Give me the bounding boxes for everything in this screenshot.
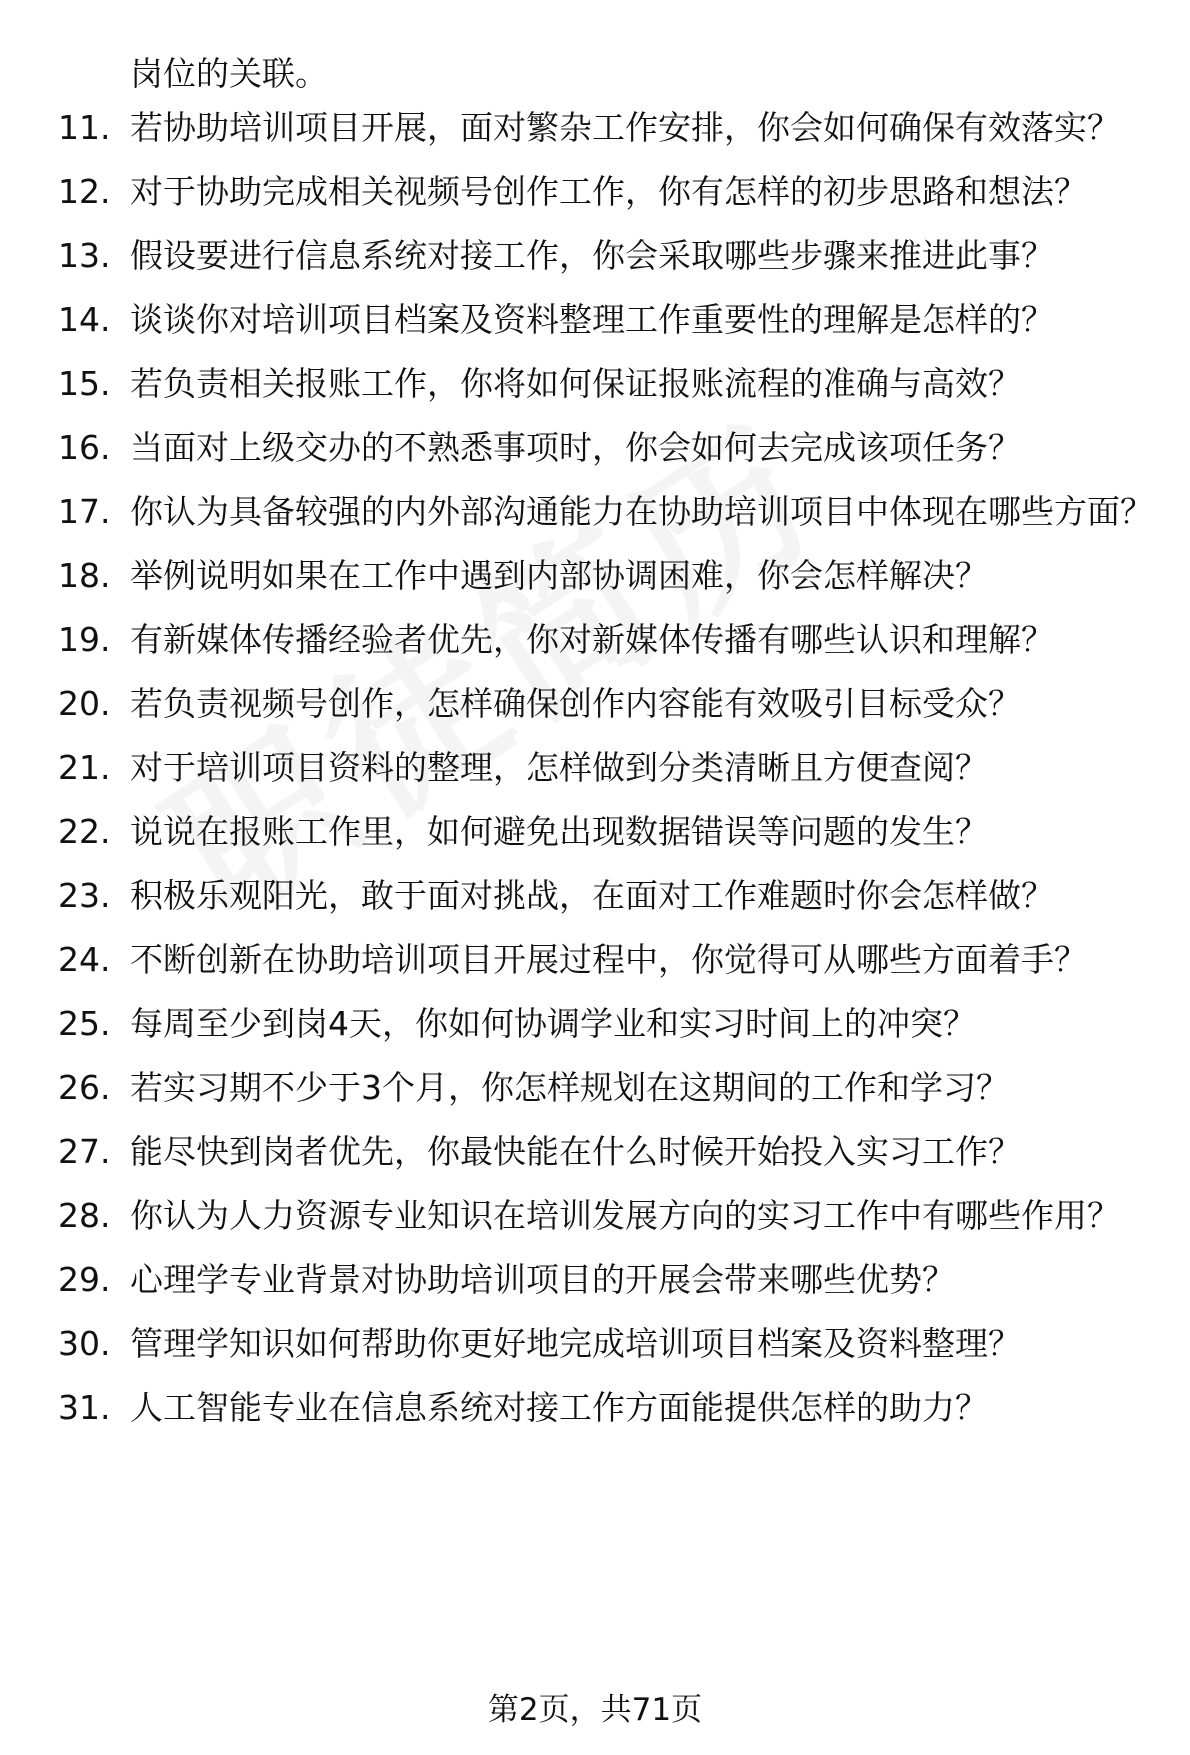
question-text: 积极乐观阳光，敢于面对挑战，在面对工作难题时你会怎样做？ xyxy=(130,876,1054,915)
question-item xyxy=(0,488,1190,536)
question-text: 若实习期不少于3个月，你怎样规划在这期间的工作和学习？ xyxy=(130,1068,1009,1107)
question-number: 12. xyxy=(58,172,111,211)
question-text: 不断创新在协助培训项目开展过程中，你觉得可从哪些方面着手？ xyxy=(130,940,1087,979)
question-item xyxy=(0,1192,1190,1240)
question-number: 11. xyxy=(58,108,111,147)
question-item xyxy=(0,808,1190,856)
question-number: 27. xyxy=(58,1132,111,1171)
question-text: 若负责视频号创作，怎样确保创作内容能有效吸引目标受众？ xyxy=(130,684,1021,723)
question-number: 30. xyxy=(58,1324,111,1363)
question-number: 23. xyxy=(58,876,111,915)
question-number: 22. xyxy=(58,812,111,851)
question-number: 13. xyxy=(58,236,111,275)
question-text: 有新媒体传播经验者优先，你对新媒体传播有哪些认识和理解？ xyxy=(130,620,1054,659)
question-item xyxy=(0,1064,1190,1112)
question-item xyxy=(0,936,1190,984)
question-number: 31. xyxy=(58,1388,111,1427)
question-number: 24. xyxy=(58,940,111,979)
question-text: 谈谈你对培训项目档案及资料整理工作重要性的理解是怎样的？ xyxy=(130,300,1054,339)
question-number: 19. xyxy=(58,620,111,659)
question-text: 假设要进行信息系统对接工作，你会采取哪些步骤来推进此事？ xyxy=(130,236,1054,275)
question-text: 心理学专业背景对协助培训项目的开展会带来哪些优势？ xyxy=(130,1260,955,1299)
question-number: 15. xyxy=(58,364,111,403)
question-text: 你认为具备较强的内外部沟通能力在协助培训项目中体现在哪些方面？ xyxy=(130,492,1153,531)
question-item xyxy=(0,616,1190,664)
question-number: 26. xyxy=(58,1068,111,1107)
question-text: 说说在报账工作里，如何避免出现数据错误等问题的发生？ xyxy=(130,812,988,851)
question-item xyxy=(0,1320,1190,1368)
question-item xyxy=(0,872,1190,920)
question-text: 若负责相关报账工作，你将如何保证报账流程的准确与高效？ xyxy=(130,364,1021,403)
question-text: 能尽快到岗者优先，你最快能在什么时候开始投入实习工作？ xyxy=(130,1132,1021,1171)
question-text: 当面对上级交办的不熟悉事项时，你会如何去完成该项任务？ xyxy=(130,428,1021,467)
question-item xyxy=(0,744,1190,792)
question-list xyxy=(0,104,1190,1448)
question-item xyxy=(0,168,1190,216)
continuation-text: 岗位的关联。 xyxy=(130,54,328,93)
question-item xyxy=(0,552,1190,600)
question-item xyxy=(0,1256,1190,1304)
question-text: 你认为人力资源专业知识在培训发展方向的实习工作中有哪些作用？ xyxy=(130,1196,1120,1235)
question-number: 29. xyxy=(58,1260,111,1299)
question-number: 17. xyxy=(58,492,111,531)
question-text: 管理学知识如何帮助你更好地完成培训项目档案及资料整理？ xyxy=(130,1324,1021,1363)
question-number: 14. xyxy=(58,300,111,339)
question-number: 25. xyxy=(58,1004,111,1043)
question-number: 21. xyxy=(58,748,111,787)
page-footer: 第2页，共71页 xyxy=(487,1692,703,1728)
question-item xyxy=(0,296,1190,344)
question-item xyxy=(0,424,1190,472)
question-text: 举例说明如果在工作中遇到内部协调困难，你会怎样解决？ xyxy=(130,556,988,595)
question-text: 对于培训项目资料的整理，怎样做到分类清晰且方便查阅？ xyxy=(130,748,988,787)
question-item xyxy=(0,360,1190,408)
question-item xyxy=(0,1384,1190,1432)
question-text: 若协助培训项目开展，面对繁杂工作安排，你会如何确保有效落实？ xyxy=(130,108,1120,147)
question-item xyxy=(0,1128,1190,1176)
question-number: 18. xyxy=(58,556,111,595)
question-text: 每周至少到岗4天，你如何协调学业和实习时间上的冲突？ xyxy=(130,1004,976,1043)
question-number: 16. xyxy=(58,428,111,467)
question-item xyxy=(0,680,1190,728)
question-item xyxy=(0,1000,1190,1048)
question-item xyxy=(0,232,1190,280)
question-text: 对于协助完成相关视频号创作工作，你有怎样的初步思路和想法？ xyxy=(130,172,1087,211)
question-item xyxy=(0,104,1190,152)
question-number: 20. xyxy=(58,684,111,723)
question-number: 28. xyxy=(58,1196,111,1235)
question-text: 人工智能专业在信息系统对接工作方面能提供怎样的助力？ xyxy=(130,1388,988,1427)
